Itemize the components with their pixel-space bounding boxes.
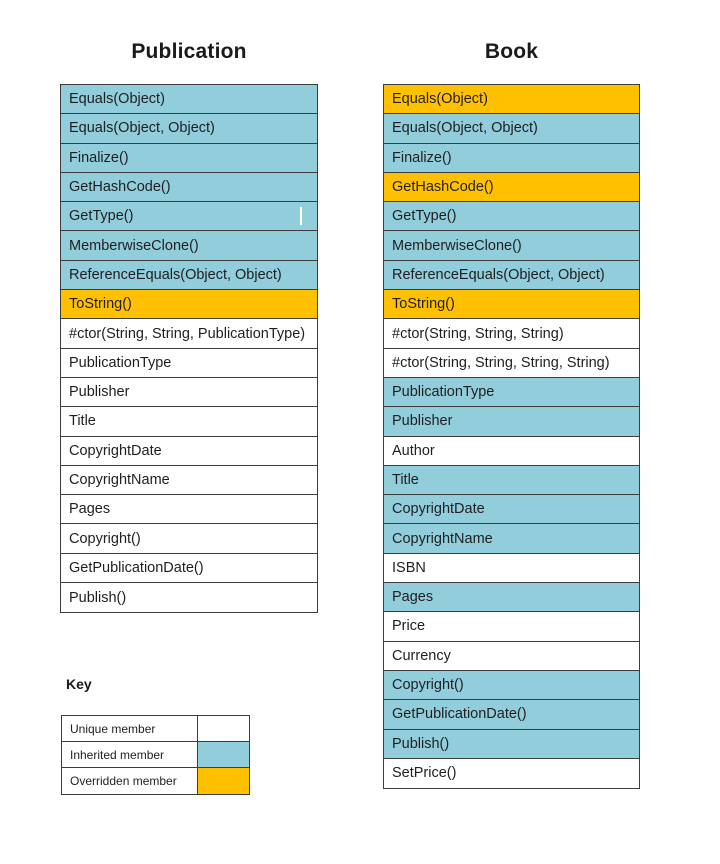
- book-member-row: [384, 407, 639, 436]
- member-label: CopyrightName: [69, 472, 170, 488]
- book-member-row: [384, 642, 639, 671]
- member-label: GetPublicationDate(): [69, 559, 204, 576]
- publication-class-title: Publication: [131, 40, 247, 63]
- book-member-row: [384, 437, 639, 466]
- book-member-row: [384, 349, 639, 378]
- book-member-row: [384, 290, 639, 319]
- member-label: SetPrice(): [392, 765, 457, 782]
- book-member-row: [384, 466, 639, 495]
- key-label: Inherited member: [70, 747, 165, 762]
- book-member-row: [384, 114, 639, 143]
- member-label: Publish(): [69, 589, 127, 606]
- key-color-swatch: [197, 716, 249, 741]
- member-label: Equals(Object, Object): [392, 120, 538, 137]
- member-label: Equals(Object): [69, 91, 165, 108]
- publication-member-row: [61, 261, 317, 290]
- member-label: Title: [392, 472, 419, 488]
- publication-member-row: [61, 349, 317, 378]
- book-class-title: Book: [484, 40, 539, 63]
- key-legend-table: [61, 715, 250, 795]
- member-label: Author: [392, 442, 435, 459]
- member-label: GetHashCode(): [69, 179, 171, 196]
- member-label: Publisher: [69, 384, 130, 401]
- member-label: CopyrightName: [392, 530, 493, 547]
- key-heading: Key: [66, 676, 92, 692]
- member-label: Publisher: [392, 413, 453, 430]
- book-member-row: [384, 495, 639, 524]
- key-row: [62, 768, 249, 794]
- member-label: #ctor(String, String, PublicationType): [69, 325, 306, 342]
- member-label: ReferenceEquals(Object, Object): [69, 266, 282, 283]
- publication-member-row: [61, 407, 317, 436]
- member-label: Finalize(): [69, 149, 129, 166]
- book-member-row: [384, 583, 639, 612]
- member-label: Price: [392, 618, 426, 635]
- member-label: MemberwiseClone(): [392, 237, 522, 254]
- book-member-row: [384, 378, 639, 407]
- publication-member-row: [61, 554, 317, 583]
- member-label: Copyright(): [69, 530, 141, 547]
- book-member-row: [384, 524, 639, 553]
- text-cursor-artifact: [300, 207, 302, 225]
- publication-member-row: [61, 583, 317, 612]
- publication-member-row: [61, 114, 317, 143]
- key-color-swatch: [197, 742, 249, 767]
- publication-member-row: [61, 495, 317, 524]
- member-label: ReferenceEquals(Object, Object): [392, 266, 605, 283]
- publication-member-row: [61, 378, 317, 407]
- publication-member-row: [61, 524, 317, 553]
- book-member-row: [384, 554, 639, 583]
- member-label: Currency: [392, 647, 451, 664]
- publication-member-row: [61, 202, 317, 231]
- member-label: Finalize(): [392, 149, 452, 166]
- key-row: [62, 742, 249, 768]
- key-row: [62, 716, 249, 742]
- book-member-row: [384, 202, 639, 231]
- book-member-row: [384, 231, 639, 260]
- publication-member-row: [61, 231, 317, 260]
- member-label: #ctor(String, String, String): [392, 325, 564, 342]
- publication-member-row: [61, 290, 317, 319]
- book-members-table: [383, 84, 640, 789]
- member-label: GetHashCode(): [392, 179, 494, 196]
- publication-member-row: [61, 85, 317, 114]
- book-member-row: [384, 730, 639, 759]
- member-label: CopyrightDate: [69, 442, 162, 459]
- member-label: Pages: [69, 501, 111, 518]
- book-member-row: [384, 319, 639, 348]
- key-label: Unique member: [70, 721, 156, 736]
- book-member-row: [384, 85, 639, 114]
- member-label: Equals(Object): [392, 91, 488, 108]
- publication-member-row: [61, 437, 317, 466]
- publication-members-table: [60, 84, 318, 613]
- member-label: Publish(): [392, 735, 450, 752]
- member-label: Copyright(): [392, 677, 464, 694]
- book-member-row: [384, 671, 639, 700]
- key-label: Overridden member: [70, 774, 177, 788]
- member-label: Equals(Object, Object): [69, 120, 215, 137]
- publication-member-row: [61, 466, 317, 495]
- member-label: ToString(): [392, 296, 455, 313]
- member-label: #ctor(String, String, String, String): [392, 354, 610, 371]
- publication-member-row: [61, 173, 317, 202]
- member-label: PublicationType: [69, 354, 172, 371]
- member-label: PublicationType: [392, 384, 495, 401]
- member-label: ISBN: [392, 559, 426, 576]
- book-member-row: [384, 700, 639, 729]
- book-member-row: [384, 173, 639, 202]
- publication-member-row: [61, 319, 317, 348]
- member-label: GetType(): [69, 208, 134, 225]
- member-label: GetType(): [392, 208, 457, 225]
- member-label: Title: [69, 413, 96, 430]
- member-label: GetPublicationDate(): [392, 706, 527, 723]
- book-member-row: [384, 612, 639, 641]
- book-member-row: [384, 261, 639, 290]
- member-label: CopyrightDate: [392, 501, 485, 518]
- member-label: MemberwiseClone(): [69, 237, 199, 254]
- member-label: Pages: [392, 589, 434, 606]
- book-member-row: [384, 144, 639, 173]
- book-member-row: [384, 759, 639, 788]
- publication-member-row: [61, 144, 317, 173]
- member-label: ToString(): [69, 296, 132, 313]
- key-color-swatch: [197, 768, 249, 794]
